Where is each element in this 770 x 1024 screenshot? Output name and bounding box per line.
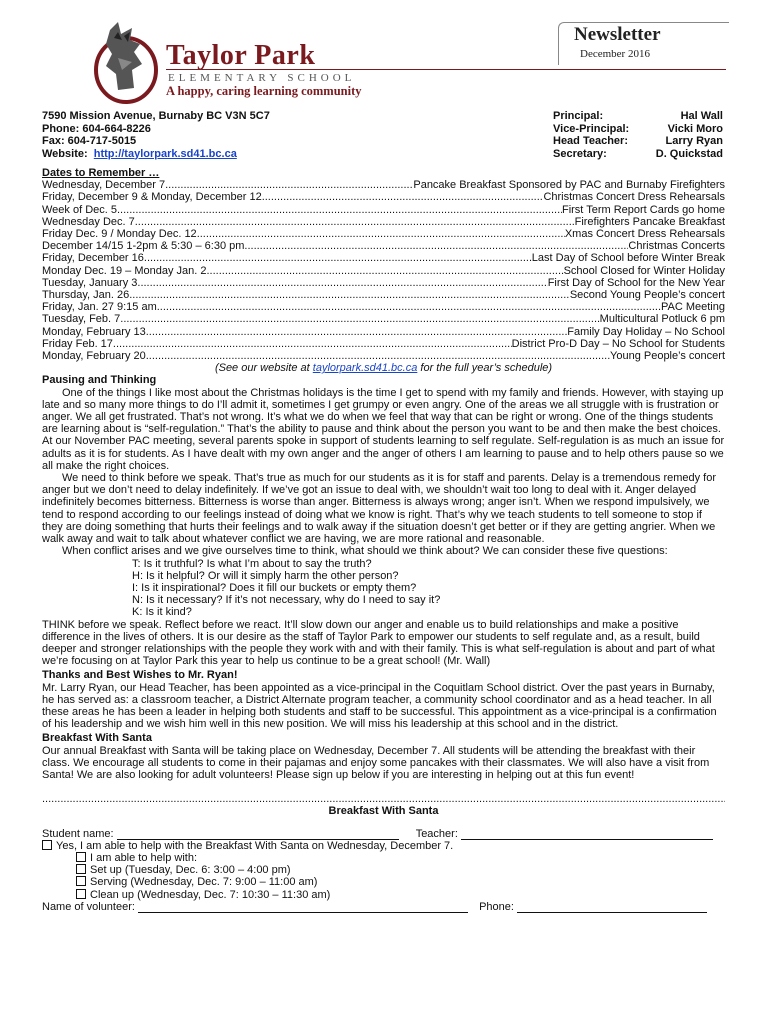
option-label: Set up (Tuesday, Dec. 6: 3:00 – 4:00 pm)	[90, 864, 291, 877]
cleanup-checkbox[interactable]	[76, 889, 86, 899]
dates-section	[42, 167, 725, 374]
able-row	[42, 852, 725, 864]
newsletter-body	[42, 167, 725, 913]
staff-row	[553, 110, 723, 123]
think-question: N: Is it necessary? If it’s not necessary, why do I need to say it?	[132, 594, 441, 607]
date-label: Week of Dec. 5	[42, 203, 117, 216]
date-label: Monday, February 20	[42, 350, 146, 363]
option-row	[42, 889, 725, 901]
date-event: Second Young People’s concert	[569, 289, 725, 302]
date-event: District Pro-D Day – No School for Students	[511, 337, 725, 350]
dates-note-pre: (See our website at	[214, 362, 313, 375]
leader-dots	[129, 289, 570, 301]
date-event: Xmas Concert Dress Rehearsals	[564, 228, 725, 241]
newsletter-date: December 2016	[580, 48, 650, 60]
able-checkbox[interactable]	[76, 852, 86, 862]
school-subtitle: ELEMENTARY SCHOOL	[168, 72, 356, 84]
leader-dots	[120, 313, 599, 325]
leader-dots	[113, 338, 512, 350]
volunteer-row	[42, 901, 725, 913]
date-event: Multicultural Potluck 6 pm	[599, 313, 725, 326]
phone: Phone: 604-664-8226	[42, 122, 151, 135]
newsletter-title: Newsletter	[574, 24, 661, 45]
leader-dots	[146, 350, 610, 362]
date-row	[42, 313, 725, 325]
phone-label: Phone:	[479, 900, 514, 913]
date-event: Firefighters Pancake Breakfast	[574, 215, 725, 228]
schedule-link[interactable]: taylorpark.sd41.bc.ca	[312, 362, 418, 375]
staff-role: Principal:	[553, 110, 604, 122]
date-row	[42, 228, 725, 240]
date-label: Friday Feb. 17	[42, 337, 113, 350]
form-title: Breakfast With Santa	[328, 805, 439, 818]
yes-checkbox[interactable]	[42, 840, 52, 850]
date-label: Monday Dec. 19 – Monday Jan. 2	[42, 264, 207, 277]
staff-name: Hal Wall	[680, 110, 723, 122]
pausing-paragraph-1: One of the things I like most about the Christmas holidays is the time I get to spend with my family and friends. However, with staying up late and so many more things to do I’ll admit it, sometimes I get grumpy or even angry. One of the areas we all struggle with is frustration or anger. We all get frustrated. That’s not wrong. It’s what we do when we feel that way that can be right or wrong. One of the things students are learning about is “self-regulation.” That’s the ability to pause and think about the person you want to be and then make the best choices. At our November PAC meeting, several parents spoke in support of students learning to self regulate. Self-regulation is as much an issue for adults as it is for students. As I have dealt with my own anger and the anger of others I am learning to pause and to help others pause so we all make the right choices.	[42, 386, 725, 472]
website-line	[42, 148, 270, 161]
staff-row	[553, 135, 723, 148]
date-event: Last Day of School before Winter Break	[531, 252, 725, 265]
pausing-paragraph-3: When conflict arises and we give ourselves time to think, what should we think about? We can consider these five questions:	[62, 545, 668, 558]
date-row	[42, 216, 725, 228]
dates-heading: Dates to Remember …	[42, 167, 160, 179]
leader-dots	[157, 301, 661, 313]
option-row	[42, 876, 725, 888]
date-row	[42, 252, 725, 264]
date-label: Friday, December 16	[42, 252, 144, 265]
date-row	[42, 277, 725, 289]
leader-dots	[135, 216, 575, 228]
serving-checkbox[interactable]	[76, 876, 86, 886]
yes-row	[42, 840, 725, 852]
wolf-logo-icon	[88, 18, 158, 104]
date-row	[42, 338, 725, 350]
date-row	[42, 350, 725, 362]
date-row	[42, 191, 725, 203]
leader-dots	[244, 240, 628, 252]
staff-name: Vicki Moro	[667, 122, 723, 135]
form-student-row	[42, 828, 725, 840]
contact-block	[42, 110, 270, 160]
date-label: Wednesday Dec. 7	[42, 215, 135, 228]
think-question: I: Is it inspirational? Does it fill our buckets or empty them?	[132, 581, 417, 594]
school-tagline: A happy, caring learning community	[166, 84, 362, 98]
date-event: First Day of School for the New Year	[547, 276, 725, 289]
date-row	[42, 301, 725, 313]
date-label: Friday, Jan. 27 9:15 am	[42, 301, 157, 314]
date-event: PAC Meeting	[661, 301, 725, 314]
school-name: Taylor Park	[166, 40, 316, 71]
date-row	[42, 240, 725, 252]
staff-name: Larry Ryan	[665, 135, 723, 147]
yes-label: Yes, I am able to help with the Breakfast With Santa on Wednesday, December 7.	[56, 839, 454, 852]
staff-name: D. Quickstad	[655, 147, 723, 160]
dates-list	[42, 179, 725, 362]
volunteer-name-field[interactable]	[138, 902, 468, 913]
date-label: Friday, December 9 & Monday, December 12	[42, 191, 262, 204]
date-row	[42, 326, 725, 338]
pausing-paragraph-2: We need to think before we speak. That’s true as much for our students as it is for staff and parents. Delay is a tremendous remedy for anger but we don’t need to delay indefinitely. If we’ve got an issue to deal with, we shouldn’t wait too long to deal with it. Anger delayed indefinitely becomes bitterness. Bitterness is worse than anger. Bitterness is always wrong; anger isn’t. When we respond impulsively, we tend to respond according to our feelings instead of doing what we know is right. That’s why we teach students to tell someone to stop if they are doing something that hurts their feelings and to walk away if the situation doesn’t get better or if they are getting angrier. When we walk away and wait to talk about whatever conflict we are having, we are more rational and reasonable.	[42, 472, 717, 546]
date-row	[42, 204, 725, 216]
teacher-label: Teacher:	[415, 827, 458, 840]
phone-field[interactable]	[517, 902, 707, 913]
think-question: T: Is it truthful? Is what I’m about to say the truth?	[132, 557, 372, 570]
date-label: Monday, February 13	[42, 325, 146, 338]
teacher-field[interactable]	[461, 829, 713, 840]
leader-dots	[165, 179, 413, 191]
leader-dots	[262, 191, 544, 203]
staff-row	[553, 148, 723, 161]
able-label: I am able to help with:	[90, 851, 198, 864]
thanks-paragraph: Mr. Larry Ryan, our Head Teacher, has been appointed as a vice-principal in the Coquitlam School district. Over the past years in Burnaby, he has served as: a classroom teacher, a District Alternate program teacher, a community school coordinator and as a head teacher. In all these areas he has been a leader in helping both students and staff to be successful. This appointment as a vice-principal is a confirmation of his leadership and we wish him well in this new position. We will miss his leadership at this school and in the district.	[42, 681, 717, 731]
option-label: Serving (Wednesday, Dec. 7: 9:00 – 11:00 am)	[90, 876, 318, 889]
breakfast-paragraph: Our annual Breakfast with Santa will be taking place on Wednesday, December 7. All students will be attending the breakfast with their class. We encourage all students to come in their pajamas and enjoy some pancakes with their classmates. We will also have a visit from Santa! We are also looking for adult volunteers! Please sign up below if you are interesting in helping out at this fun event!	[42, 744, 710, 781]
staff-role: Vice-Principal:	[553, 122, 630, 135]
option-row	[42, 864, 725, 876]
student-name-field[interactable]	[117, 829, 399, 840]
option-label: Clean up (Wednesday, Dec. 7: 10:30 – 11:30 am)	[90, 888, 331, 901]
volunteer-label: Name of volunteer:	[42, 900, 135, 913]
staff-role: Head Teacher:	[553, 135, 628, 147]
staff-row	[553, 123, 723, 136]
address: 7590 Mission Avenue, Burnaby BC V3N 5C7	[42, 110, 270, 122]
staff-block	[553, 110, 723, 160]
date-event: School Closed for Winter Holiday	[563, 264, 725, 277]
leader-dots	[117, 204, 562, 216]
thanks-heading: Thanks and Best Wishes to Mr. Ryan!	[42, 669, 238, 682]
date-event: First Term Report Cards go home	[561, 203, 725, 216]
setup-checkbox[interactable]	[76, 864, 86, 874]
date-label: Tuesday, January 3	[42, 276, 138, 289]
date-event: Family Day Holiday – No School	[567, 325, 725, 338]
cut-line	[42, 793, 725, 805]
leader-dots	[206, 265, 563, 277]
fax: Fax: 604-717-5015	[42, 135, 137, 147]
date-label: Friday Dec. 9 / Monday Dec. 12	[42, 228, 197, 241]
date-event: Christmas Concerts	[628, 240, 725, 253]
date-row	[42, 265, 725, 277]
website-label: Website:	[42, 147, 88, 160]
date-label: Wednesday, December 7	[42, 179, 166, 192]
date-row	[42, 289, 725, 301]
leader-dots	[197, 228, 565, 240]
date-label: Tuesday, Feb. 7	[42, 313, 121, 326]
date-event: Pancake Breakfast Sponsored by PAC and Burnaby Firefighters	[413, 179, 725, 192]
date-label: Thursday, Jan. 26	[42, 289, 130, 302]
leader-dots	[144, 252, 532, 264]
dates-note	[42, 362, 725, 374]
date-event: Young People’s concert	[610, 350, 725, 363]
staff-role: Secretary:	[553, 147, 607, 160]
leader-dots	[146, 326, 568, 338]
breakfast-heading: Breakfast With Santa	[42, 732, 152, 745]
date-row	[42, 179, 725, 191]
pausing-heading: Pausing and Thinking	[42, 374, 157, 387]
pausing-paragraph-4: THINK before we speak. Reflect before we react. It’ll slow down our anger and enable us to build relationships and make a positive difference in the lives of others. It is our desire as the staff of Taylor Park to empower our students to self regulate and, as a result, build deeper and stronger relationships with the people they work with and with their family. This is what self-regulation is about and part of what we’re focusing on at Taylor Park this year to help us continue to be a great school! (Mr. Wall)	[42, 618, 715, 668]
dates-note-post: for the full year’s schedule)	[417, 362, 553, 375]
think-question: H: Is it helpful? Or will it simply harm the other person?	[132, 569, 399, 582]
date-event: Christmas Concert Dress Rehearsals	[543, 191, 725, 204]
think-question: K: Is it kind?	[132, 606, 192, 619]
student-name-label: Student name:	[42, 827, 114, 840]
website-link[interactable]: http://taylorpark.sd41.bc.ca	[93, 147, 237, 160]
leader-dots	[137, 277, 547, 289]
date-label: December 14/15 1-2pm & 5:30 – 6:30 pm	[42, 240, 245, 253]
